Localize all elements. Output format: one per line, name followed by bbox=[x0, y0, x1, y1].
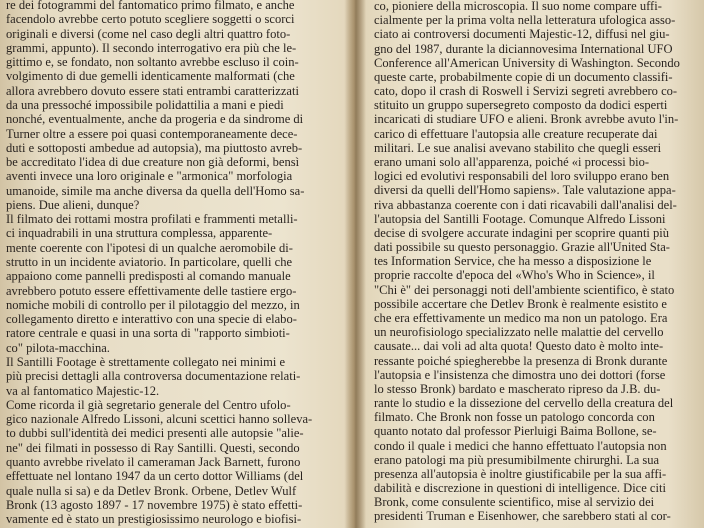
text-line: possibile accertare che Detlev Bronk è realmente esistito e bbox=[374, 296, 667, 311]
text-line: condo il quale i medici che hanno effettuato l'autopsia non bbox=[374, 438, 667, 453]
text-line: diversi da quelli dell'Homo sapiens». Tale valutazione appa- bbox=[374, 183, 676, 198]
text-line: Bronk, come consulente scientifico, mise al servizio dei bbox=[374, 495, 655, 510]
text-line: appaiono come pannelli predisposti al comando manuale bbox=[6, 269, 291, 284]
text-line: umanoide, simile ma anche diversa da quella dell'Homo sa- bbox=[6, 183, 305, 198]
text-line: filmato. Che Bronk non fosse un patologo concorda con bbox=[374, 410, 655, 425]
text-line: re dei fotogrammi del fantomatico primo filmato, e anche bbox=[6, 0, 295, 12]
text-line: da una pressoché impossibile polidattilia a mani e piedi bbox=[6, 97, 284, 112]
text-line: ratore centrale e quasi in una sorta di "rapporto simbioti- bbox=[6, 326, 290, 341]
text-line: mente coerente con l'ipotesi di un qualche aeromobile di- bbox=[6, 240, 293, 255]
text-line: grammi, appunto). Il secondo interrogativo era più che le- bbox=[6, 40, 297, 55]
text-line: un neurofisiologo specializzato nelle malattie del cervello bbox=[374, 325, 664, 340]
text-line: riva abbastanza coerente con i dati ricavabili dall'analisi del- bbox=[374, 197, 677, 212]
text-line: cato, dopo il crash di Roswell i Servizi segreti avrebbero co- bbox=[374, 84, 678, 99]
text-line: queste carte, probabilmente copie di un documento classifi- bbox=[374, 69, 673, 84]
text-line: proprie raccolte d'epoca del «Who's Who in Science», il bbox=[374, 268, 655, 283]
text-line: co, pioniere della microscopia. Il suo nome compare uffi- bbox=[374, 0, 662, 13]
text-line: gico nazionale Alfredo Lissoni, alcuni scettici hanno solleva- bbox=[6, 412, 313, 427]
text-line: effettuate nel lontano 1947 da un certo dottor Williams (del bbox=[6, 469, 304, 484]
text-line: volgimento di due gemelli identicamente malformati (che bbox=[6, 69, 295, 84]
text-line: dati possibile su questo personaggio. Grazie all'United Sta- bbox=[374, 240, 670, 255]
text-line: lo stesso Bronk) bardato e mascherato ripreso da J.B. du- bbox=[374, 381, 661, 396]
text-line: causate... dai voli ad alta quota! Questo dato è molto inte- bbox=[374, 339, 664, 354]
text-line: tes Information Service, che ha messo a disposizione le bbox=[374, 254, 652, 269]
right-page bbox=[356, 0, 704, 528]
text-line: dabilità e discrezione in questioni di intelligence. Dice citi bbox=[374, 481, 666, 496]
text-line: l'autopsia e l'insistenza che dimostra uno dei dottori (forse bbox=[374, 367, 666, 382]
text-line: quale nulla si sa) e da Detlev Bronk. Orbene, Detlev Wulf bbox=[6, 483, 297, 498]
text-line: che era effettivamente un medico ma non un patologo. Era bbox=[374, 310, 668, 325]
text-line: ciato ai controversi documenti Majestic-12, diffusi nel giu- bbox=[374, 27, 670, 42]
text-line: presidenti Truman e Eisenhower, che sarebbero stati al cor- bbox=[374, 509, 671, 524]
text-line: gittimo e, se fondato, non soltanto avrebbe escluso il coin- bbox=[6, 55, 299, 70]
text-line: piens. Due alieni, dunque? bbox=[6, 197, 140, 212]
text-line: Conference all'American University di Washington. Secondo bbox=[374, 55, 680, 70]
text-line: originali e diversi (come nel caso degli altri quattro foto- bbox=[6, 26, 291, 41]
text-line: più precisi dettagli alla controversa documentazione relati- bbox=[6, 369, 301, 384]
text-line: to dubbi sull'identità dei medici presenti alle autopsie "alie- bbox=[6, 426, 304, 441]
text-line: incaricati di studiare UFO e alieni. Bronk avrebbe avuto l'in- bbox=[374, 112, 679, 127]
text-line: rante lo studio e la dissezione del cervello della creatura del bbox=[374, 396, 674, 411]
text-line: Il filmato dei rottami mostra profilati e frammenti metalli- bbox=[6, 212, 298, 227]
text-line: stituito un gruppo supersegreto composto da dodici esperti bbox=[374, 98, 668, 113]
text-line: cialmente per la prima volta nella letteratura ufologica asso- bbox=[374, 13, 676, 28]
text-line: co" pilota-macchina. bbox=[6, 340, 110, 355]
text-line: erano patologi ma più presumibilmente chirurghi. La sua bbox=[374, 452, 660, 467]
text-line: Come ricorda il già segretario generale del Centro ufolo- bbox=[6, 397, 291, 412]
text-line: erano umani solo all'apparenza, poiché «i processi bio- bbox=[374, 154, 650, 169]
text-line: ne" dei filmati in possesso di Ray Santilli. Questi, secondo bbox=[6, 440, 300, 455]
text-line: allora avrebbero dovuto essere stati entrambi caratterizzati bbox=[6, 83, 299, 98]
text-line: carico di effettuare l'autopsia alle creature recuperate dai bbox=[374, 126, 658, 141]
text-line: nonché, eventualmente, anche da progeria e da sindrome di bbox=[6, 112, 304, 127]
text-line: va al fantomatico Majestic-12. bbox=[6, 383, 160, 398]
text-line: Il Santilli Footage è strettamente collegato nei minimi e bbox=[6, 355, 286, 369]
text-line: Bronk (13 agosto 1897 - 17 novembre 1975) è stato effetti- bbox=[6, 497, 303, 512]
text-line: duti e sottoposti ambedue ad autopsia), ma piuttosto avreb- bbox=[6, 140, 303, 155]
text-line: l'autopsia del Santilli Footage. Comunque Alfredo Lissoni bbox=[374, 211, 666, 226]
text-line: decise di svolgere accurate indagini per scoprire quanti più bbox=[374, 225, 670, 240]
text-line: quanto notato dal professor Pierluigi Baima Bollone, se- bbox=[374, 424, 657, 439]
text-line: gno del 1987, durante la diciannovesima International UFO bbox=[374, 41, 673, 56]
text-line: militari. Le sue analisi avevano stabilito che quegli esseri bbox=[374, 140, 662, 155]
text-line: nomiche mobili di controllo per il pilotaggio del mezzo, in bbox=[6, 297, 300, 312]
text-line: strutto in un incidente aviatorio. In particolare, quelli che bbox=[6, 255, 293, 270]
text-line: presenza all'autopsia è inoltre giustificabile per la sua affi- bbox=[374, 466, 667, 481]
text-line: be accreditato l'idea di due creature non già deformi, bensì bbox=[6, 155, 300, 170]
text-line: aventi invece una loro originale e "armonica" morfologia bbox=[6, 169, 293, 184]
text-line: Turner oltre a essere poi quasi contemporaneamente dece- bbox=[6, 126, 298, 141]
text-line: vamente ed è stato un prestigiosissimo neurologo e biofisi- bbox=[6, 512, 302, 527]
text-line: "Chi è" dei personaggi noti dell'ambiente scientifico, è stato bbox=[374, 282, 675, 297]
text-line: quanto avrebbe rivelato il cameraman Jack Barnett, furono bbox=[6, 454, 301, 469]
text-line: logici ed evolutivi responsabili del loro sviluppo erano ben bbox=[374, 169, 670, 184]
text-line: avrebbero potuto essere effettivamente delle tastiere ergo- bbox=[6, 283, 297, 298]
text-line: facendolo avrebbe certo potuto scegliere soggetti o scorci bbox=[6, 12, 295, 27]
text-line: ressante poiché spiegherebbe la presenza di Bronk durante bbox=[374, 353, 668, 368]
text-line: collegamento diretto e interattivo con una specie di elabo- bbox=[6, 312, 297, 327]
text-line: ci inquadrabili in una struttura complessa, apparente- bbox=[6, 226, 273, 241]
